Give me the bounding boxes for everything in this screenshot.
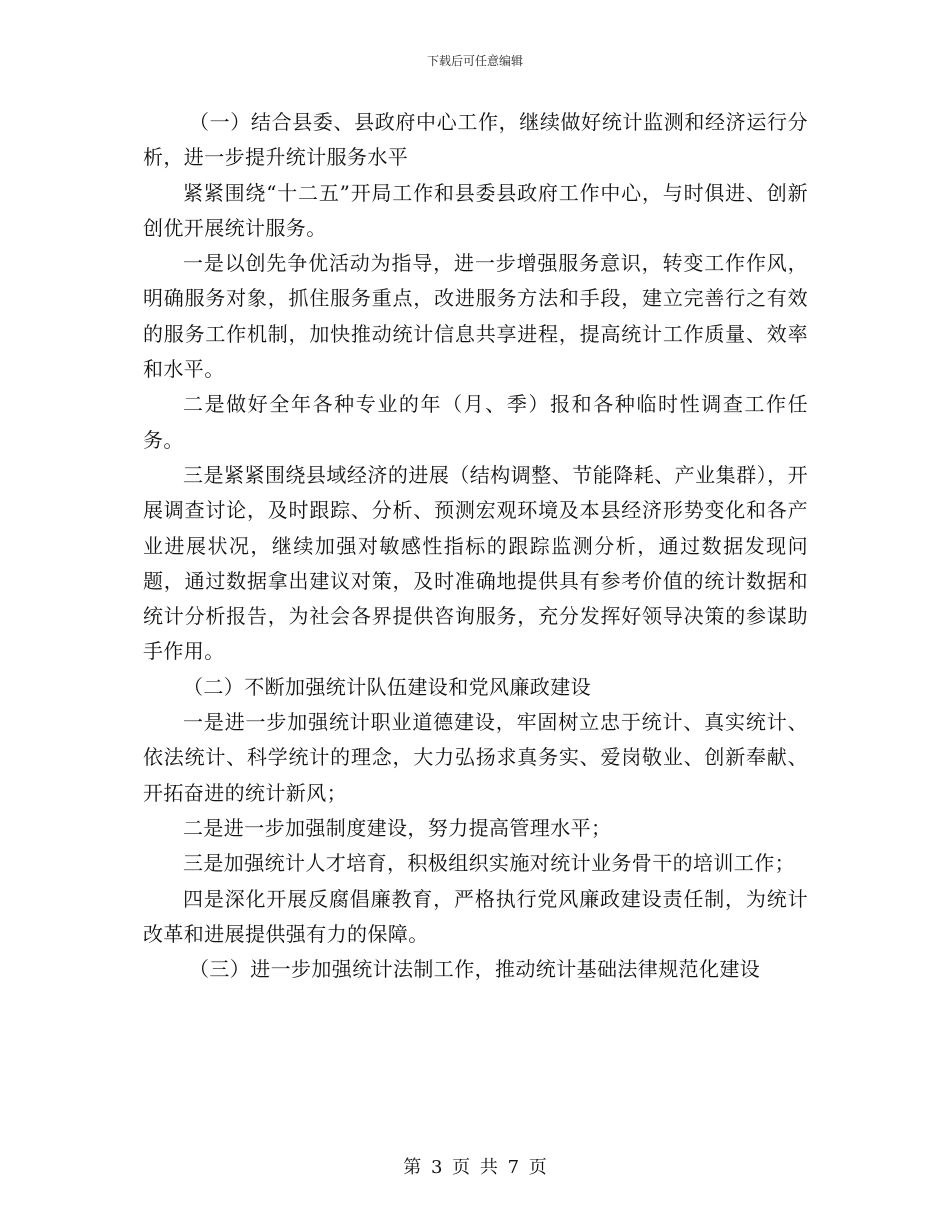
paragraph-item-3: 三是加强统计人才培育，积极组织实施对统计业务骨干的培训工作； xyxy=(183,851,795,876)
section-heading-1: （一）结合县委、县政府中心工作，继续做好统计监测和经济运行分析，进一步提升统计服务水平 xyxy=(143,110,808,170)
paragraph-item-2: 二是进一步加强制度建设，努力提高管理水平； xyxy=(183,815,612,840)
paragraph-item-4: 四是深化开展反腐倡廉教育，严格执行党风廉政建设责任制，为统计改革和进展提供强有力的保障。 xyxy=(143,886,808,946)
page-header-note: 下载后可任意编辑 xyxy=(426,54,523,68)
paragraph-intro: 紧紧围绕“十二五”开局工作和县委县政府工作中心，与时俱进、创新创优开展统计服务。 xyxy=(143,180,808,240)
paragraph-item-3: 三是紧紧围绕县域经济的进展（结构调整、节能降耗、产业集群），开展调查讨论，及时跟踪、分析、预测宏观环境及本县经济形势变化和各产业进展状况，继续加强对敏感性指标的跟踪监测分析，通过数据发现问题，通过数据拿出建议对策，及时准确地提供具有参考价值的统计数据和统计分析报告，为社会各界提供咨询服务，充分发挥好领导决策的参谋助手作用。 xyxy=(143,462,808,664)
document-body xyxy=(143,105,808,987)
section-heading-2: （二）不断加强统计队伍建设和党风廉政建设 xyxy=(183,674,591,699)
section-heading-3: （三）进一步加强统计法制工作，推动统计基础法律规范化建设 xyxy=(189,957,761,982)
page-number-footer: 第 3 页 共 7 页 xyxy=(403,1157,547,1178)
paragraph-item-2: 二是做好全年各种专业的年（月、季）报和各种临时性调查工作任务。 xyxy=(143,392,808,452)
paragraph-item-1: 一是进一步加强统计职业道德建设，牢固树立忠于统计、真实统计、依法统计、科学统计的理念，大力弘扬求真务实、爱岗敬业、创新奉献、开拓奋进的统计新风； xyxy=(143,710,808,805)
paragraph-item-1: 一是以创先争优活动为指导，进一步增强服务意识，转变工作作风，明确服务对象，抓住服务重点，改进服务方法和手段，建立完善行之有效的服务工作机制，加快推动统计信息共享进程，提高统计工作质量、效率和水平。 xyxy=(143,251,808,382)
